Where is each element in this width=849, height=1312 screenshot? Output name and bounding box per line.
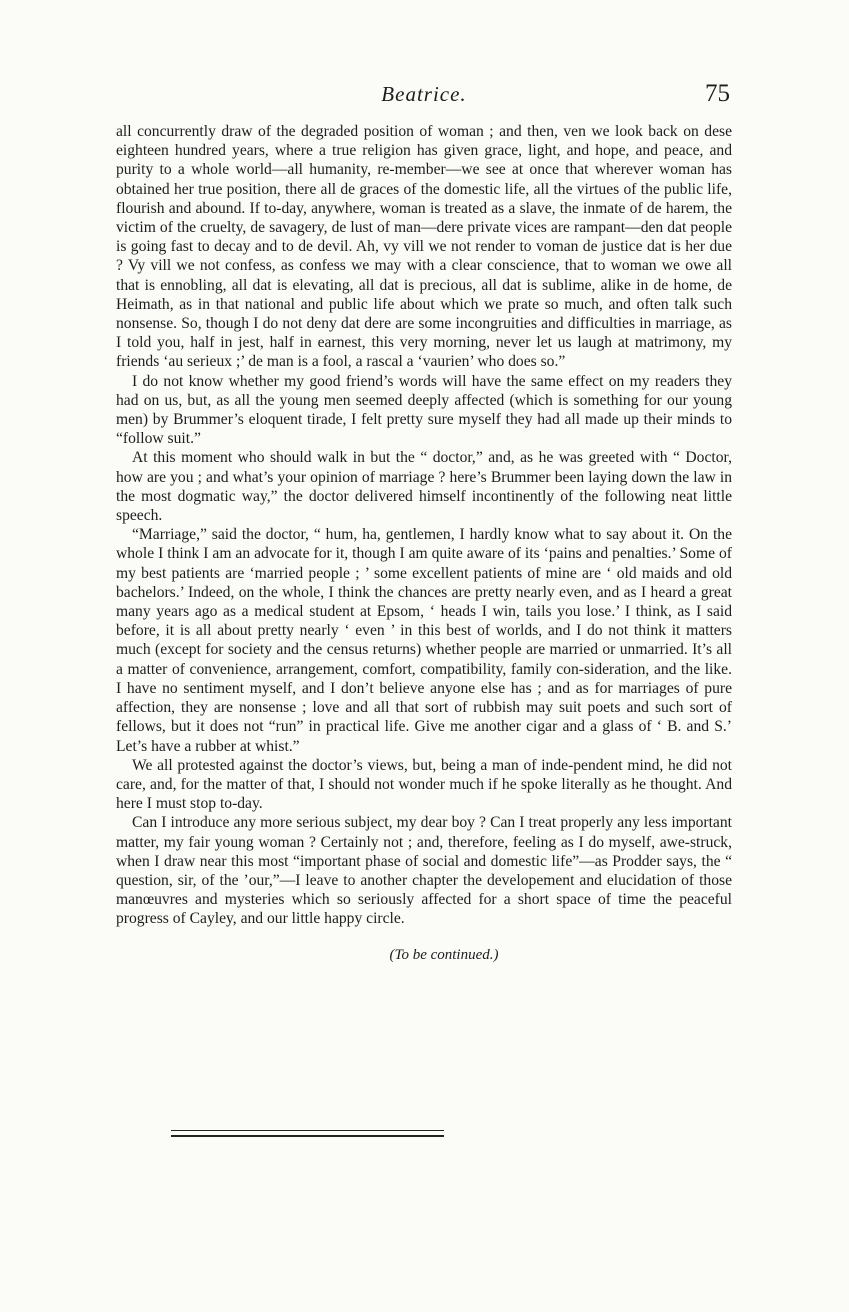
paragraph: Can I introduce any more serious subject, my dear boy ? Can I treat properly any less important matter, my fair young woman ? Certainly not ; and, therefore, feeling as I do myself, awe-struck, when I draw near this most “important phase of social and domestic life”—as Prodder says, the “ question, sir, of the ’our,”—I leave to another chapter the developement and elucidation of those manœuvres and mysteries which so seriously affected for a short space of time the peaceful progress of Cayley, and our little happy circle. <box>116 814 732 928</box>
end-rule-thick <box>171 1135 444 1137</box>
paragraph: We all protested against the doctor’s views, but, being a man of inde-pendent mind, he did not care, and, for the matter of that, I should not wonder much if he spoke literally as he thought. And here I must stop to-day. <box>116 756 732 813</box>
paragraph: I do not know whether my good friend’s words will have the same effect on my readers they had on us, but, as all the young men seemed deeply affected (which is something for our young men) by Brummer’s eloquent tirade, I felt pretty sure myself they had all made up their minds to “follow suit.” <box>116 372 732 448</box>
book-page <box>116 82 732 964</box>
page-body <box>116 122 732 929</box>
page-number: 75 <box>705 80 730 107</box>
page-header <box>116 82 732 122</box>
paragraph: At this moment who should walk in but the “ doctor,” and, as he was greeted with “ Doctor, how are you ; and what’s your opinion of marriage ? here’s Brummer been laying down the law in the most dogmatic way,” the doctor delivered himself incontinently of the following neat little speech. <box>116 449 732 525</box>
to-be-continued-note: (To be continued.) <box>389 946 499 963</box>
end-rule-thin <box>171 1130 444 1131</box>
running-title: Beatrice. <box>381 82 467 106</box>
paragraph: all concurrently draw of the degraded position of woman ; and then, ven we look back on dese eighteen hundred years, where a true religion has given grace, light, and hope, and peace, and purity to a whole world—all humanity, re-member—we see at once that wherever woman has obtained her true position, there all de graces of the domestic life, all the virtues of the public life, flourish and abound. If to-day, anywhere, woman is treated as a slave, the inmate of de harem, the victim of the cruelty, de savagery, de lust of man—dere private vices are rampant—den dat people is going fast to decay and to de devil. Ah, vy vill we not render to voman de justice dat is her due ? Vy vill we not confess, as confess we may with a clear conscience, that to woman we owe all that is ennobling, all dat is elevating, all dat is precious, all dat is sublime, alike in de home, de Heimath, as in that national and public life about which we prate so much, and often talk such nonsense. So, though I do not deny dat dere are some incongruities and difficulties in marriage, as I told you, half in jest, half in earnest, this very morning, never let us laugh at matrimony, my friends ‘au serieux ;’ de man is a fool, a rascal a ‘vaurien’ who does so.” <box>116 123 732 371</box>
paragraph: “Marriage,” said the doctor, “ hum, ha, gentlemen, I hardly know what to say about it. On the whole I think I am an advocate for it, though I am quite aware of its ‘pains and penalties.’ Some of my best patients are ‘married people ; ’ some excellent patients of mine are ‘ old maids and old bachelors.’ Indeed, on the whole, I think the chances are pretty nearly even, and as I heard a great many years ago as a medical student at Epsom, ‘ heads I win, tails you lose.’ I think, as I said before, it is all about pretty nearly ‘ even ’ in this best of worlds, and I do not think it matters much (except for society and the census returns) whether people are married or unmarried. It’s all a matter of convenience, arrangement, comfort, compatibility, family con-sideration, and the like. I have no sentiment myself, and I don’t believe anyone else has ; and as for marriages of pure affection, they are nonsense ; love and all that sort of rubbish may suit poets and such sort of fellows, but it does not “run” in practical life. Give me another cigar and a glass of ‘ B. and S.’ Let’s have a rubber at whist.” <box>116 526 732 755</box>
